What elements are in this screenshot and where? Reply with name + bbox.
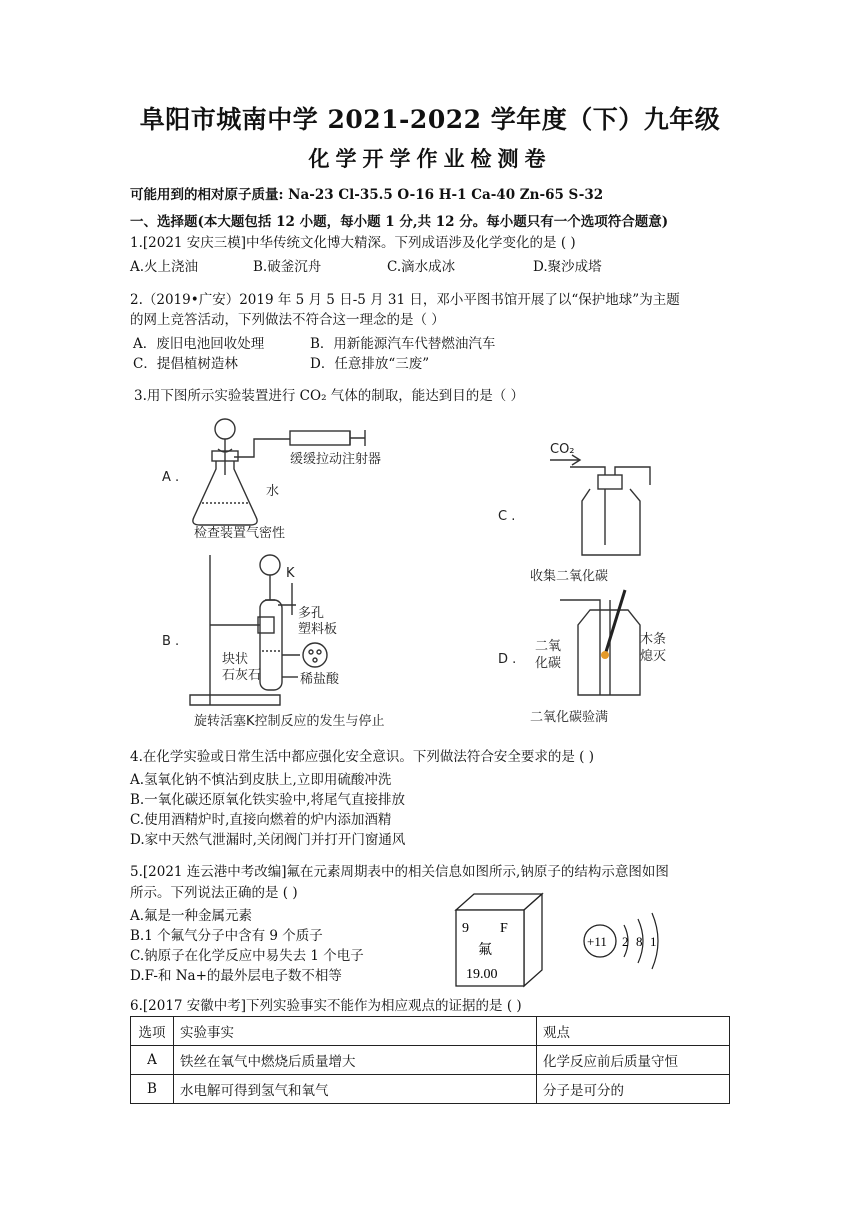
fig-a-syringe-label: 缓缓拉动注射器 [290, 452, 382, 467]
q4-option-b: B.一氧化碳还原氧化铁实验中,将尾气直接排放 [130, 792, 406, 808]
q3-figure [150, 405, 670, 735]
q5-option-a: A.氟是一种金属元素 [130, 908, 253, 924]
fig-d-stick-label-1: 木条 [640, 632, 667, 647]
fig-a-water-label: 水 [266, 484, 280, 499]
q5-option-b: B.1 个氟气分子中含有 9 个质子 [130, 928, 323, 944]
fig-b-letter: B . [162, 634, 180, 649]
fig-d-gas-label-1: 二氧 [535, 639, 562, 654]
table-cell: 分子是可分的 [537, 1075, 730, 1104]
element-card-fluorine [448, 888, 548, 988]
q2-stem-line1: 2.（2019•广安）2019 年 5 月 5 日-5 月 31 日，邓小平图书馆开展了以“保护地球”为主题 [130, 292, 680, 308]
q1-option-d: D.聚沙成塔 [533, 259, 602, 275]
fig-b-k-label: K [286, 566, 295, 581]
fig-d-letter: D . [498, 652, 517, 667]
element-number: 9 [462, 921, 469, 936]
fig-d-caption: 二氧化碳验满 [530, 710, 609, 725]
q1-option-a: A.火上浇油 [130, 259, 199, 275]
table-header-cell: 选项 [131, 1017, 174, 1046]
section-heading: 一、选择题(本大题包括 12 小题，每小题 1 分,共 12 分。每小题只有一个选项符合题意) [130, 214, 669, 230]
q2-option-d: D．任意排放“三废” [310, 356, 430, 372]
element-mass: 19.00 [466, 967, 498, 982]
q4-option-d: D.家中天然气泄漏时,关闭阀门并打开门窗通风 [130, 832, 406, 848]
q1-stem: 1.[2021 安庆三模]中华传统文化博大精深。下列成语涉及化学变化的是 ( ) [130, 235, 576, 251]
q2-option-b: B．用新能源汽车代替燃油汽车 [310, 336, 496, 352]
table-cell: B [131, 1075, 174, 1104]
fig-b-caption: 旋转活塞K控制反应的发生与停止 [194, 714, 385, 729]
fig-a-letter: A . [162, 470, 180, 485]
table-row [131, 1046, 730, 1075]
q2-stem-line2: 的网上竞答活动，下列做法不符合这一理念的是（ ） [130, 312, 445, 328]
q5-option-c: C.钠原子在化学反应中易失去 1 个电子 [130, 948, 364, 964]
q6-stem: 6.[2017 安徽中考]下列实验事实不能作为相应观点的证据的是 ( ) [130, 998, 522, 1014]
fig-c-letter: C . [498, 509, 516, 524]
fig-d-gas-label-2: 化碳 [535, 656, 562, 671]
table-header-row [131, 1017, 730, 1046]
fig-d-stick-label-2: 熄灭 [640, 649, 667, 664]
q2-option-c: C．提倡植树造林 [133, 356, 238, 372]
atom-shell-1: 2 [622, 934, 629, 949]
atom-shell-3: 1 [650, 934, 657, 949]
q5-stem-line2: 所示。下列说法正确的是 ( ) [130, 885, 298, 901]
atom-nucleus: +11 [587, 934, 607, 949]
fig-b-stone-label-1: 块状 [222, 652, 249, 667]
table-cell: A [131, 1046, 174, 1075]
q1-option-b: B.破釜沉舟 [253, 259, 322, 275]
table-cell: 化学反应前后质量守恒 [537, 1046, 730, 1075]
q1-option-c: C.滴水成冰 [387, 259, 456, 275]
q3-stem: 3.用下图所示实验装置进行 CO₂ 气体的制取，能达到目的是（ ） [134, 388, 525, 404]
page-title: 阜阳市城南中学 2021-2022 学年度（下）九年级 [139, 105, 721, 134]
atomic-masses: 可能用到的相对原子质量: Na-23 Cl-35.5 O-16 H-1 Ca-40 Zn-65 S-32 [130, 187, 604, 203]
table-cell: 铁丝在氧气中燃烧后质量增大 [174, 1046, 537, 1075]
element-symbol: F [500, 921, 508, 936]
fig-b-plate-label-2: 塑料板 [298, 622, 338, 637]
table-header-cell: 实验事实 [174, 1017, 537, 1046]
fig-c-gas-label: CO₂ [550, 442, 575, 457]
q4-option-c: C.使用酒精炉时,直接向燃着的炉内添加酒精 [130, 812, 392, 828]
sodium-atom-diagram [580, 905, 675, 975]
q4-stem: 4.在化学实验或日常生活中都应强化安全意识。下列做法符合安全要求的是 ( ) [130, 749, 594, 765]
q4-option-a: A.氢氧化钠不慎沾到皮肤上,立即用硫酸冲洗 [130, 772, 392, 788]
atom-shell-2: 8 [636, 934, 643, 949]
element-name: 氟 [478, 942, 492, 958]
q2-option-a: A．废旧电池回收处理 [133, 336, 265, 352]
table-header-cell: 观点 [537, 1017, 730, 1046]
q6-table [130, 1016, 730, 1104]
q5-stem-line1: 5.[2021 连云港中考改编]氟在元素周期表中的相关信息如图所示,钠原子的结构示意图如图 [130, 864, 669, 880]
table-cell: 水电解可得到氢气和氧气 [174, 1075, 537, 1104]
page-subtitle: 化学开学作业检测卷 [308, 146, 552, 171]
fig-a-caption: 检查装置气密性 [194, 526, 286, 541]
table-row [131, 1075, 730, 1104]
fig-b-stone-label-2: 石灰石 [222, 668, 262, 683]
q5-option-d: D.F-和 Na+的最外层电子数不相等 [130, 968, 342, 984]
fig-c-caption: 收集二氧化碳 [530, 569, 609, 584]
fig-b-acid-label: 稀盐酸 [300, 672, 340, 687]
fig-b-plate-label-1: 多孔 [298, 606, 325, 621]
